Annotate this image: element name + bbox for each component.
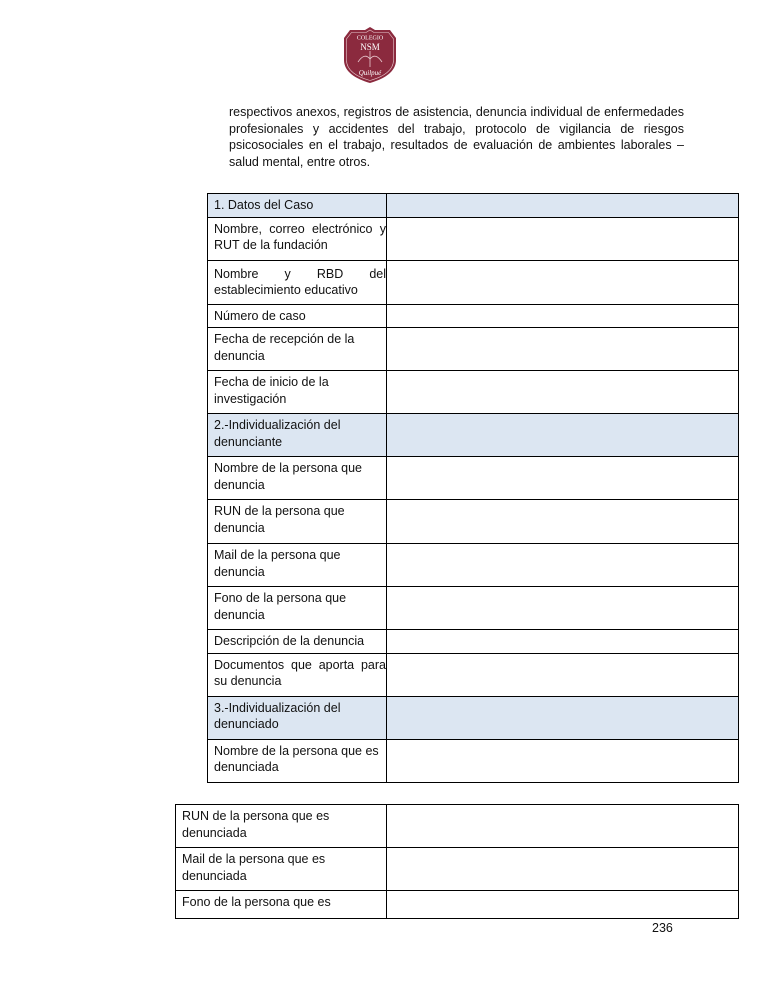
row-value[interactable] [387, 457, 739, 500]
table-row [208, 500, 739, 544]
row-label: Nombre y RBD del establecimiento educativo [208, 260, 387, 304]
row-value[interactable] [387, 304, 739, 328]
logo-line1: COLEGIO [356, 35, 384, 42]
accused-data-table [175, 804, 739, 919]
row-value[interactable] [387, 194, 739, 218]
table-row [176, 805, 739, 848]
row-value[interactable] [387, 414, 739, 457]
table-section-header [208, 414, 739, 457]
row-value[interactable] [387, 739, 739, 782]
row-label: Fono de la persona que es [176, 891, 387, 919]
table-row [208, 371, 739, 414]
table-row [208, 328, 739, 371]
row-label: 2.-Individualización del denunciante [208, 414, 387, 457]
table-section-header [208, 696, 739, 739]
row-label: Nombre, correo electrónico y RUT de la fundación [208, 217, 387, 260]
row-value[interactable] [387, 848, 739, 891]
row-label: Nombre de la persona que es denunciada [208, 739, 387, 782]
table-row [176, 891, 739, 919]
table-row [208, 304, 739, 328]
row-label: Fecha de recepción de la denuncia [208, 328, 387, 371]
row-label: Nombre de la persona que denuncia [208, 457, 387, 500]
row-value[interactable] [387, 328, 739, 371]
row-label: Mail de la persona que es denunciada [176, 848, 387, 891]
row-value[interactable] [387, 653, 739, 696]
table-row [208, 544, 739, 587]
school-crest-logo [342, 26, 398, 84]
intro-paragraph: respectivos anexos, registros de asistencia, denuncia individual de enfermedades profesionales y accidentes del trabajo, protocolo de vigilancia de riesgos psicosociales en el trabajo, resultados de evaluación de ambientes laborales – salud mental, entre otros. [229, 105, 684, 169]
row-value[interactable] [387, 805, 739, 848]
table-row [208, 457, 739, 500]
row-label: Fono de la persona que denuncia [208, 587, 387, 630]
row-value[interactable] [387, 891, 739, 919]
row-label: Número de caso [208, 304, 387, 328]
row-label: RUN de la persona que es denunciada [176, 805, 387, 848]
case-data-table [207, 193, 739, 783]
row-label: 1. Datos del Caso [208, 194, 387, 218]
row-label: RUN de la persona que denuncia [208, 500, 387, 544]
row-value[interactable] [387, 630, 739, 654]
row-label: Descripción de la denuncia [208, 630, 387, 654]
table-row [208, 630, 739, 654]
row-value[interactable] [387, 500, 739, 544]
logo-line2: NSM [360, 42, 380, 52]
logo-line3: Quilpué [358, 69, 382, 77]
table-row [208, 217, 739, 260]
row-value[interactable] [387, 696, 739, 739]
row-label: Documentos que aporta para su denuncia [208, 653, 387, 696]
table-row [208, 260, 739, 304]
row-value[interactable] [387, 587, 739, 630]
row-label: Fecha de inicio de la investigación [208, 371, 387, 414]
row-value[interactable] [387, 217, 739, 260]
table-row [176, 848, 739, 891]
page-number: 236 [652, 921, 673, 935]
row-value[interactable] [387, 371, 739, 414]
table-row [208, 587, 739, 630]
table-row [208, 739, 739, 782]
row-label: Mail de la persona que denuncia [208, 544, 387, 587]
row-value[interactable] [387, 544, 739, 587]
table-section-header [208, 194, 739, 218]
row-value[interactable] [387, 260, 739, 304]
row-label: 3.-Individualización del denunciado [208, 696, 387, 739]
table-row [208, 653, 739, 696]
